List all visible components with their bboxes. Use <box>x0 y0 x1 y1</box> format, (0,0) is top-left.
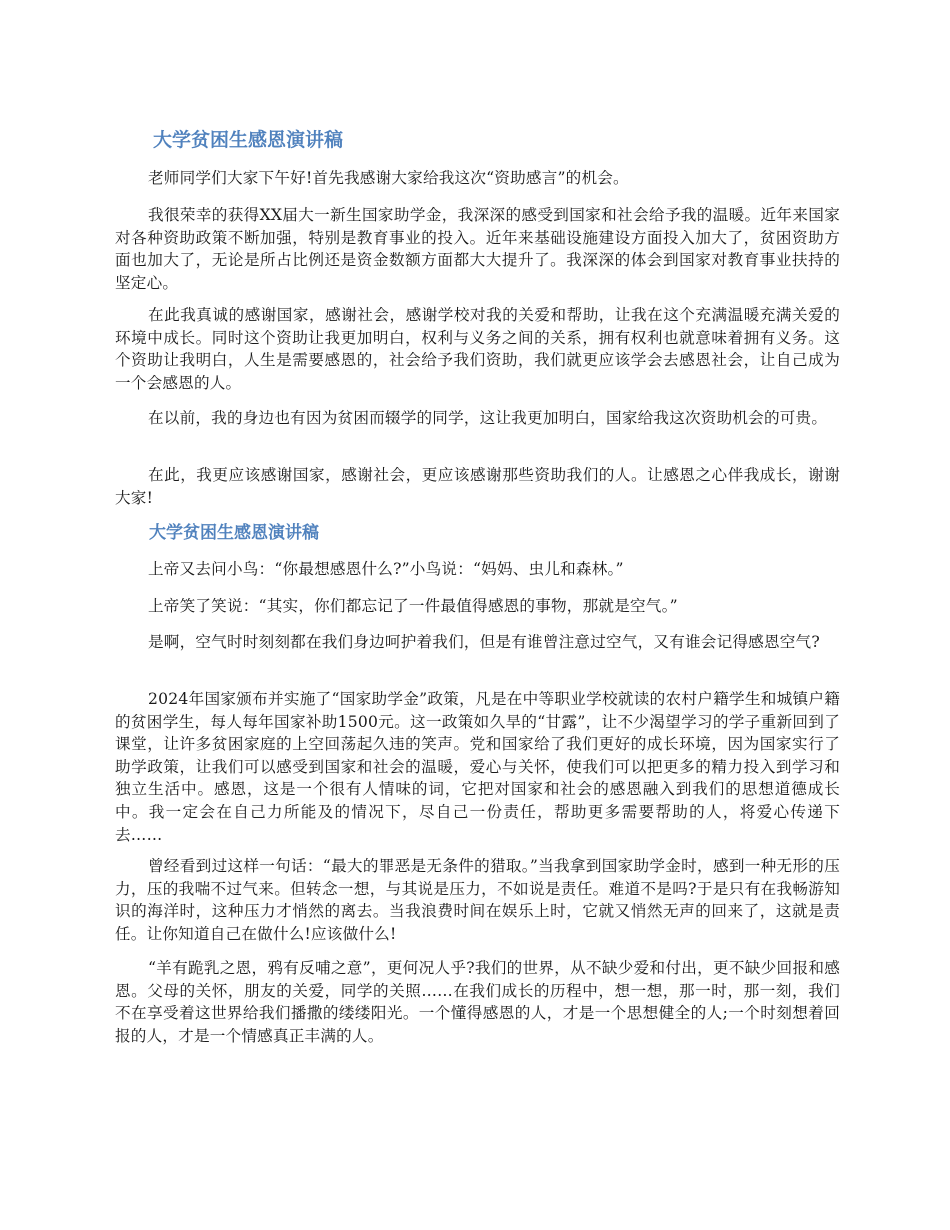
section-2-paragraph-2: 上帝笑了笑说：“其实，你们都忘记了一件最值得感恩的事物，那就是空气。” <box>148 597 678 615</box>
section-2-title: 大学贫困生感恩演讲稿 <box>149 523 319 543</box>
section-2-paragraph-4: 2024年国家颁布并实施了“国家助学金”政策，凡是在中等职业学校就读的农村户籍学生和城镇户籍的贫困学生，每人每年国家补助1500元。这一政策如久旱的“甘露”，让不少渴望学习的学子重新回到了课堂，让许多贫困家庭的上空回荡起久违的笑声。党和国家给了我们更好的成长环境，因为国家实行了助学政策，让我们可以感受到国家和社会的温暖，爱心与关怀，使我们可以把更多的精力投入到学习和独立生活中。感恩，这是一个很有人情味的词，它把对国家和社会的感恩融入到我们的思想道德成长中。我一定会在自己力所能及的情况下，尽自己一份责任，帮助更多需要帮助的人，将爱心传递下去…… <box>115 690 840 844</box>
section-2-paragraph-3: 是啊，空气时时刻刻都在我们身边呵护着我们，但是有谁曾注意过空气，又有谁会记得感恩空气? <box>148 633 820 651</box>
section-2-paragraph-1: 上帝又去问小鸟：“你最想感恩什么?”小鸟说：“妈妈、虫儿和森林。” <box>148 560 624 578</box>
section-1-paragraph-5: 在此，我更应该感谢国家，感谢社会，更应该感谢那些资助我们的人。让感恩之心伴我成长，谢谢大家! <box>115 466 840 507</box>
section-2-paragraph-6: “羊有跪乳之恩，鸦有反哺之意”，更何况人乎?我们的世界，从不缺少爱和付出，更不缺少回报和感恩。父母的关怀，朋友的关爱，同学的关照……在我们成长的历程中，想一想，那一时，那一刻，我们不在享受着这世界给我们播撒的缕缕阳光。一个懂得感恩的人，才是一个思想健全的人;一个时刻想着回报的人，才是一个情感真正丰满的人。 <box>115 959 840 1045</box>
section-1-paragraph-3: 在此我真诚的感谢国家，感谢社会，感谢学校对我的关爱和帮助，让我在这个充满温暖充满关爱的环境中成长。同时这个资助让我更加明白，权利与义务之间的关系，拥有权利也就意味着拥有义务。这个资助让我明白，人生是需要感恩的，社会给予我们资助，我们就更应该学会去感恩社会，让自己成为一个会感恩的人。 <box>115 306 840 392</box>
section-2-paragraph-5: 曾经看到过这样一句话：“最大的罪恶是无条件的猎取。”当我拿到国家助学金时，感到一种无形的压力，压的我喘不过气来。但转念一想，与其说是压力，不如说是责任。难道不是吗?于是只有在我畅游知识的海洋时，这种压力才悄然的离去。当我浪费时间在娱乐上时，它就又悄然无声的回来了，这就是责任。让你知道自己在做什么!应该做什么! <box>115 857 840 943</box>
section-1-paragraph-4: 在以前，我的身边也有因为贫困而辍学的同学，这让我更加明白，国家给我这次资助机会的可贵。 <box>148 409 828 427</box>
section-1-title: 大学贫困生感恩演讲稿 <box>153 129 344 151</box>
section-1-paragraph-2: 我很荣幸的获得XX届大一新生国家助学金，我深深的感受到国家和社会给予我的温暖。近年来国家对各种资助政策不断加强，特别是教育事业的投入。近年来基础设施建设方面投入加大了，贫困资助方面也加大了，无论是所占比例还是资金数额方面都大大提升了。我深深的体会到国家对教育事业扶持的坚定心。 <box>115 206 840 292</box>
section-1-paragraph-1: 老师同学们大家下午好!首先我感谢大家给我这次“资助感言”的机会。 <box>148 169 629 187</box>
